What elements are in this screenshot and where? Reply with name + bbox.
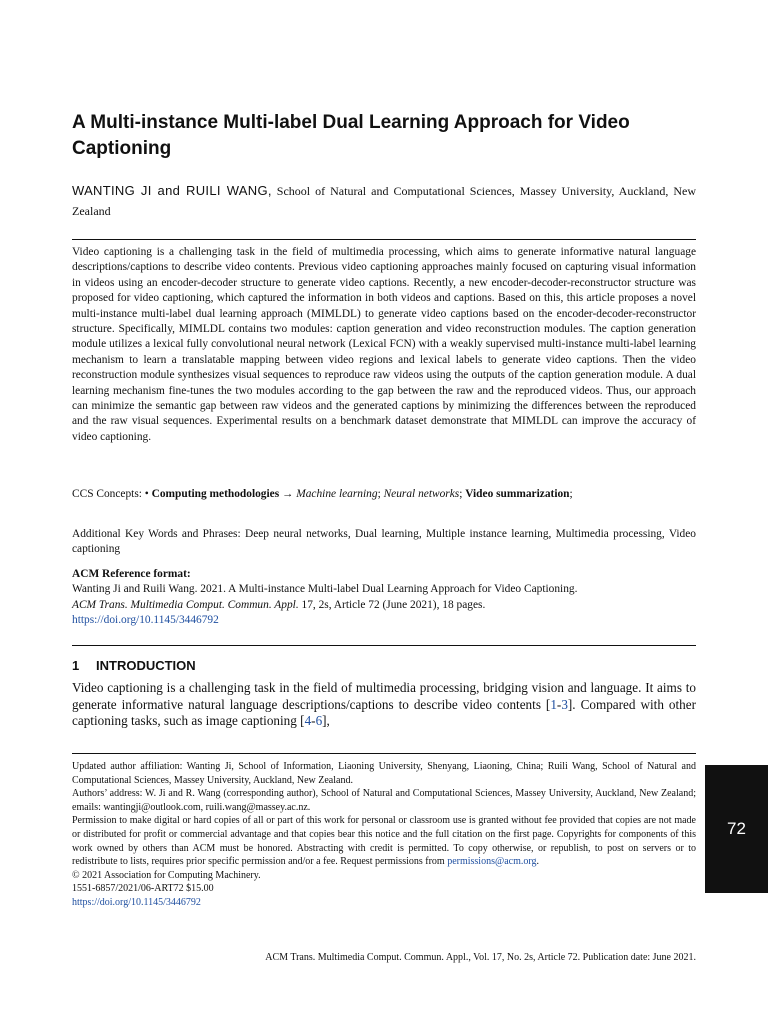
footnote-copyright: © 2021 Association for Computing Machinery.: [72, 869, 261, 881]
footnote-rule: [72, 753, 696, 754]
footnotes: [72, 760, 696, 910]
introduction-paragraph: [72, 680, 696, 730]
footnote-doi-link[interactable]: https://doi.org/10.1145/3446792: [72, 896, 201, 908]
abstract-text: Video captioning is a challenging task in the field of multimedia processing, which aims to generate informative natural language descriptions/captions to describe video contents. Previous video captioning approaches mainly focused on capturing visual information in videos using an encoder-decoder structure to generate video captions. Recently, a new encoder-decoder-reconstructor structure was proposed for video captioning, which captured the information in both videos and captions. Based on this, this article proposes a novel multi-instance multi-label dual learning approach (MIMLDL) to generate video captions based on the encoder-decoder-reconstructor structure. Specifically, MIMLDL contains two modules: caption generation and video reconstruction modules. The caption generation module utilizes a lexical fully convolutional neural network (Lexical FCN) with a weakly supervised multi-instance multi-label learning mechanism to learn a translatable mapping between video regions and lexical labels to generate video captions. Then the video reconstruction module synthesizes visual sequences to reproduce raw videos using the outputs of the caption generation module. A dual learning mechanism fine-tunes the two modules according to the gap between the raw and the reproduced videos. Thus, our approach can minimize the semantic gap between raw videos and the generated captions by minimizing the differences between the reproduced and the raw visual sequences. Experimental results on a benchmark dataset demonstrate that MIMLDL can improve the accuracy of video captioning.: [72, 246, 696, 443]
footnote-permission: [72, 814, 696, 868]
author-affiliation: School of Natural and Computational Sciences, Massey University, Auckland, New Zealand: [72, 184, 696, 218]
reference-line: Wanting Ji and Ruili Wang. 2021. A Multi-instance Multi-label Dual Learning Approach for Video Captioning.: [72, 583, 578, 596]
footnote-updated-affiliation: Updated author affiliation: Wanting Ji, School of Information, Liaoning University, Shenyang, Liaoning, China; Ruili Wang, School of Natural and Computational Sciences, Massey University, Auckland, New Zealand.: [72, 761, 696, 786]
intro-text-c: ],: [322, 713, 330, 729]
page-number-tab: [705, 765, 768, 893]
reference-doi-link[interactable]: https://doi.org/10.1145/3446792: [72, 614, 219, 627]
intro-text-a: Video captioning is a challenging task in the field of multimedia processing, bridging vision and language. It aims to generate informative natural language descriptions/captions to describe video contents [: [72, 680, 696, 712]
citation-link-3[interactable]: 3: [561, 696, 568, 712]
paper-title: A Multi-instance Multi-label Dual Learning Approach for Video Captioning: [72, 112, 630, 159]
abstract-top-rule: [72, 239, 696, 240]
section-heading-introduction: [72, 657, 696, 675]
ccs-concepts: [72, 487, 696, 502]
ccs-neural-networks: Neural networks: [383, 488, 460, 500]
ccs-sep-2: ;: [459, 488, 466, 500]
keywords: Additional Key Words and Phrases: Deep neural networks, Dual learning, Multiple instance learning, Multimedia processing, Video captioning: [72, 528, 696, 556]
ccs-arrow: →: [279, 488, 297, 500]
reference-journal-line: [72, 598, 696, 613]
reference-details: 17, 2s, Article 72 (June 2021), 18 pages.: [298, 598, 486, 611]
permissions-email-link[interactable]: permissions@acm.org: [447, 856, 537, 868]
intro-dash-1: -: [556, 696, 562, 712]
ccs-machine-learning: Machine learning: [296, 488, 378, 500]
intro-dash-2: -: [311, 713, 316, 729]
ccs-end: ;: [569, 488, 573, 500]
ccs-prefix: CCS Concepts: •: [72, 488, 152, 500]
citation-link-1[interactable]: 1: [550, 696, 557, 712]
reference-heading: ACM Reference format:: [72, 568, 191, 580]
footnote-issn: 1551-6857/2021/06-ART72 $15.00: [72, 883, 214, 895]
footnote-authors-address: Authors’ address: W. Ji and R. Wang (corresponding author), School of Natural and Computational Sciences, Massey University, Auckland, New Zealand; emails: wantingji@outlook.com, ruili.wang@massey.ac.nz.: [72, 788, 696, 813]
intro-text-b: ]. Compared with other captioning tasks, such as image captioning [: [72, 696, 696, 729]
abstract-bottom-rule: [72, 645, 696, 646]
permission-end: .: [536, 856, 539, 868]
running-footer: ACM Trans. Multimedia Comput. Commun. Appl., Vol. 17, No. 2s, Article 72. Publication date: June 2021.: [265, 952, 696, 963]
author-line: [72, 181, 696, 221]
reference-journal: ACM Trans. Multimedia Comput. Commun. Appl.: [72, 598, 299, 611]
page-number: 72: [727, 819, 746, 838]
section-number: 1: [72, 658, 80, 673]
permission-text: Permission to make digital or hard copies of all or part of this work for personal or classroom use is granted without fee provided that copies are not made or distributed for profit or commercial advantage and that copies bear this notice and the full citation on the first page. Copyrights for components of this work owned by others than ACM must be honored. Abstracting with credit is permitted. To copy otherwise, or republish, to post on servers or to redistribute to lists, requires prior specific permission and/or a fee. Request permissions from: [72, 815, 696, 868]
ccs-video-summarization: Video summarization: [465, 488, 570, 500]
section-title: INTRODUCTION: [96, 658, 196, 673]
ccs-concept-computing: Computing methodologies: [151, 488, 280, 500]
acm-reference: [72, 567, 696, 629]
author-names: WANTING JI and RUILI WANG,: [72, 183, 272, 198]
citation-link-6[interactable]: 6: [315, 713, 323, 729]
ccs-sep-1: ;: [377, 488, 384, 500]
citation-link-4[interactable]: 4: [304, 713, 312, 729]
